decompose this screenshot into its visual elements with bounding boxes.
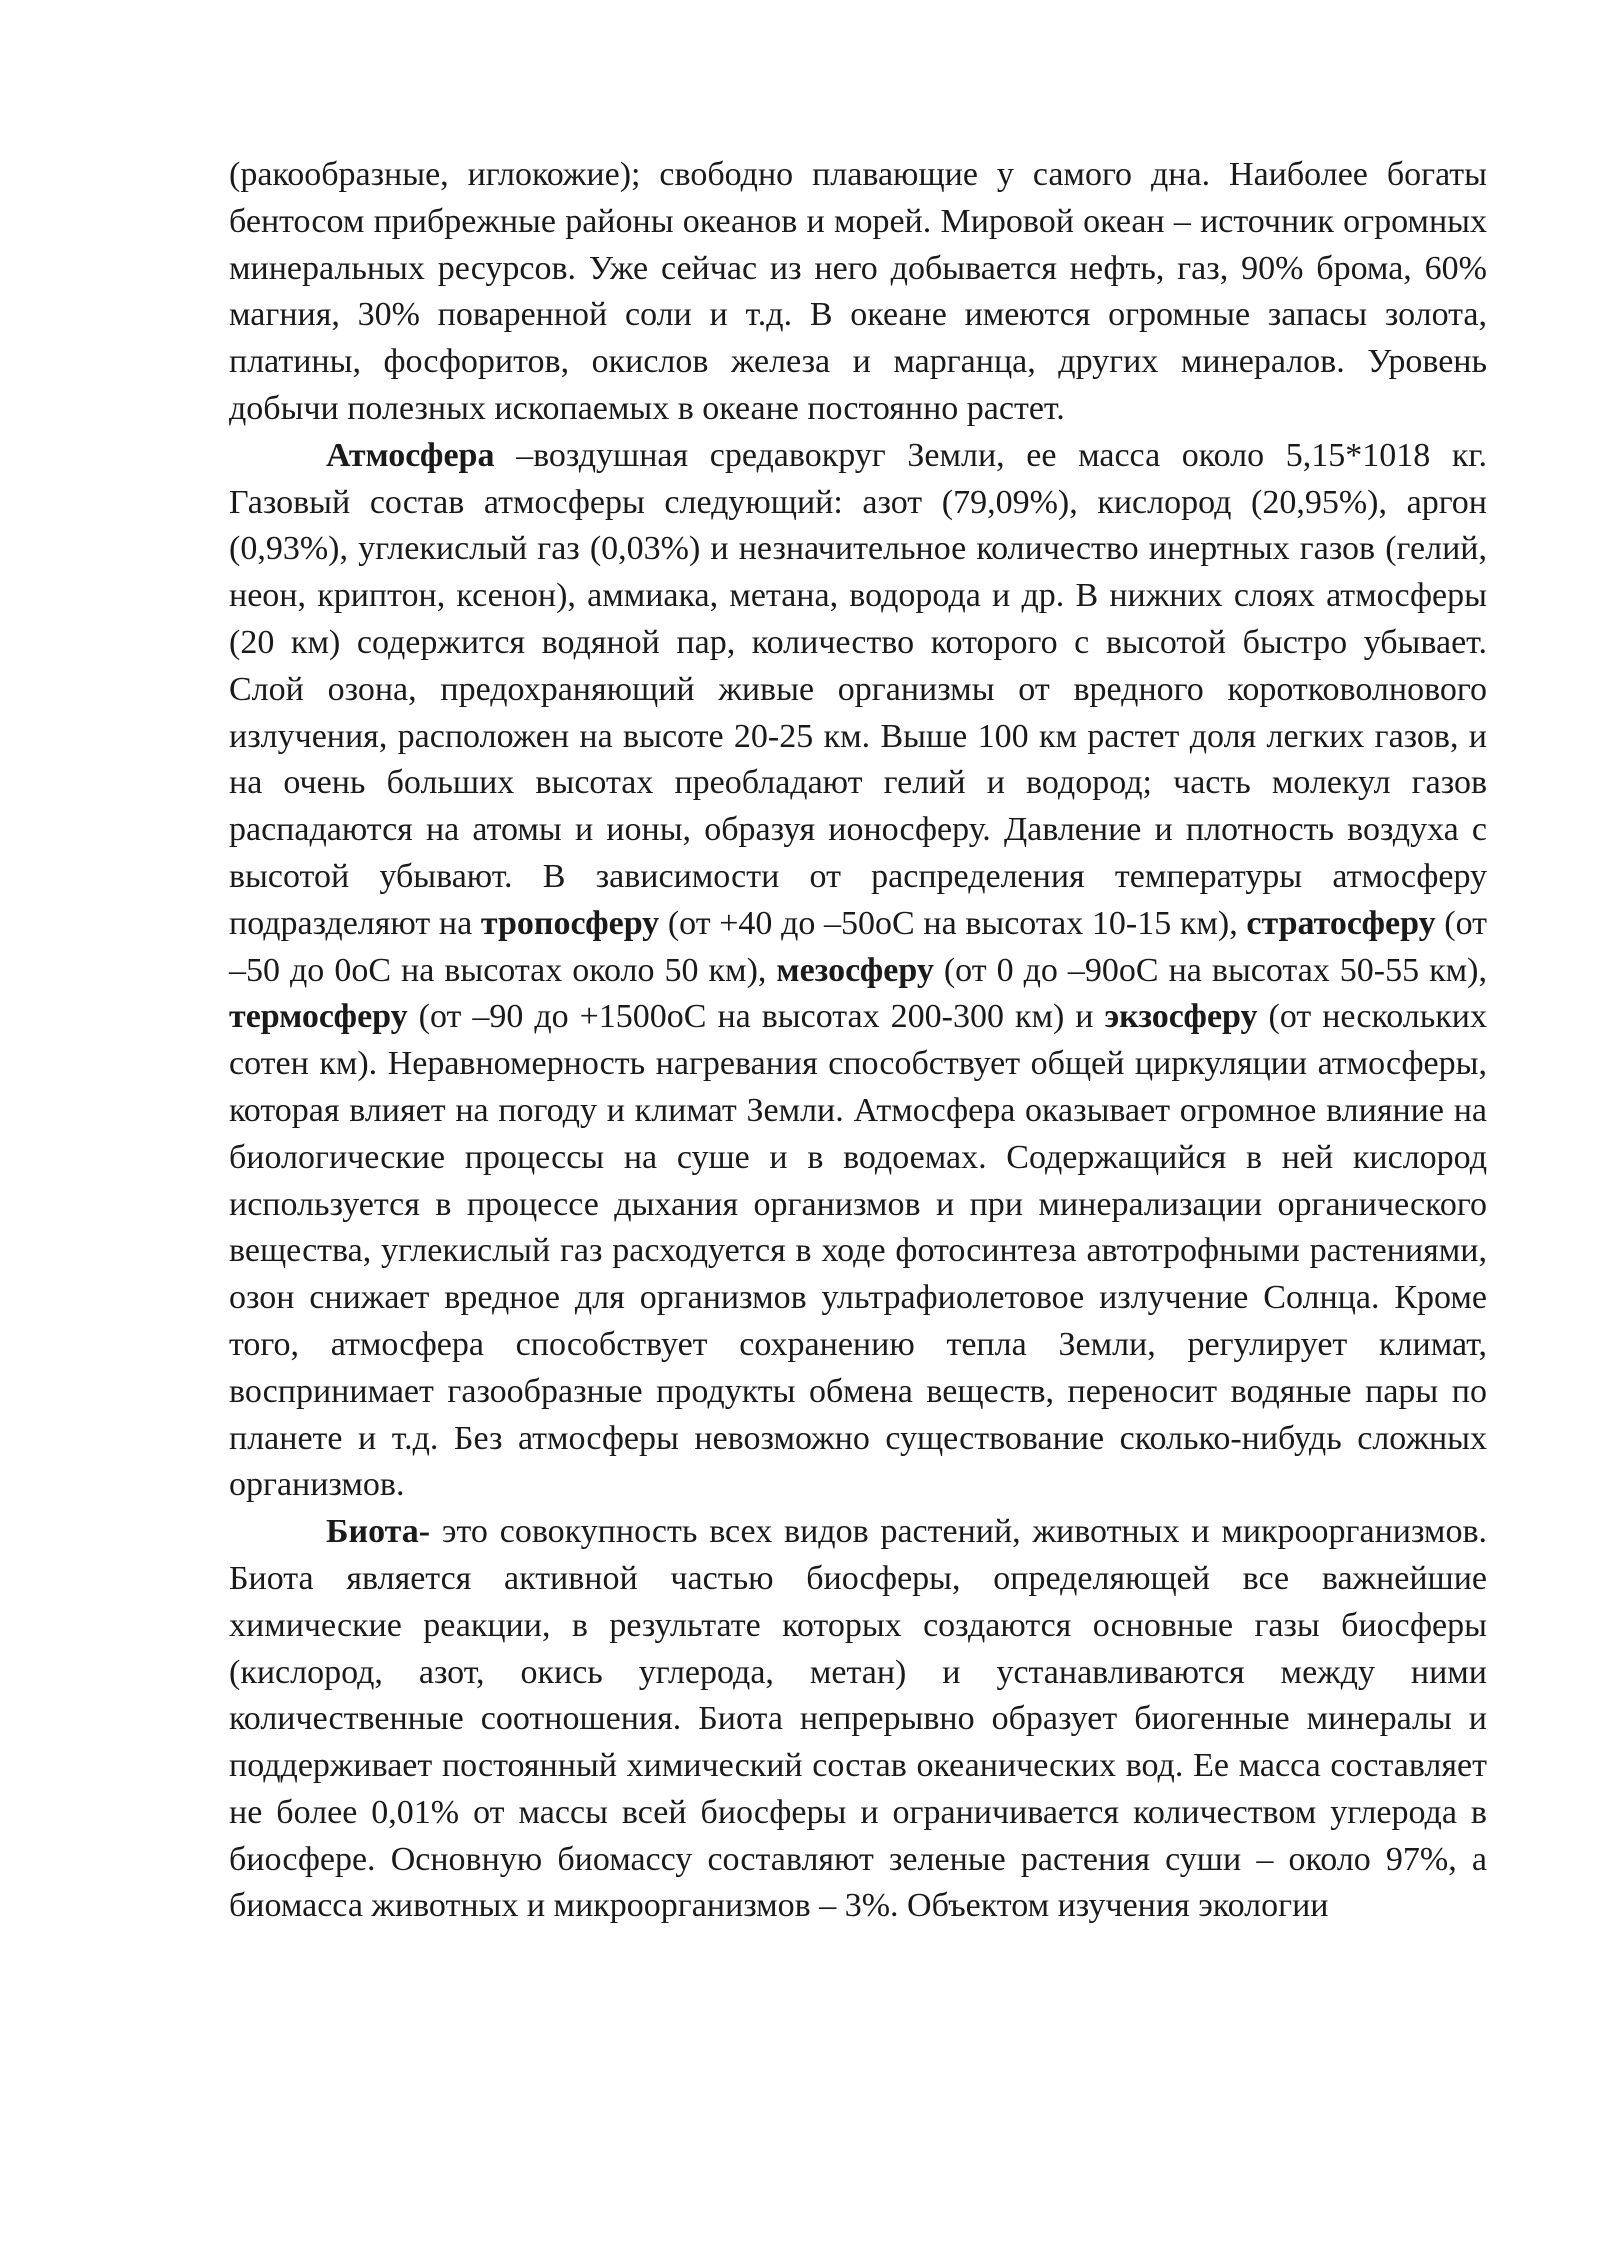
atmosphere-text-2: (от +40 до –50оС на высотах 10-15 км), [659,904,1247,942]
paragraph-biota [229,1509,1487,1930]
atmosphere-text-5: (от –90 до +1500оС на высотах 200-300 км) и [407,998,1105,1036]
paragraph-atmosphere [229,433,1487,1509]
biota-text: это совокупность всех видов растений, животных и микроорганизмов. Биота является активной частью биосферы, определяющей все важнейшие химические реакции, в результате которых создаются основные газы биосферы (кислород, азот, окись углерода, метан) и устанавливаются между ними количественные соотношения. Биота непрерывно образует биогенные минералы и поддерживает постоянный химический состав океанических вод. Ее масса составляет не более 0,01% от массы всей биосферы и ограничивается количеством углерода в биосфере. Основную биомассу составляют зеленые растения суши – около 97%, а биомасса животных и микроорганизмов – 3%. Объектом изучения экологии [229,1513,1487,1925]
term-mesosphere: мезосферу [776,951,934,989]
term-atmosphere: Атмосфера [326,436,495,474]
atmosphere-text-3: (от –50 до 0оС на высотах около 50 км), [229,904,1488,989]
term-stratosphere: стратосферу [1246,904,1436,942]
term-thermosphere: термосферу [229,998,408,1036]
document-page [229,152,1487,1930]
atmosphere-text-6: (от нескольких сотен км). Неравномерность нагревания способствует общей циркуляции атмосферы, которая влияет на погоду и климат Земли. Атмосфера оказывает огромное влияние на биологические процессы на суше и в водоемах. Содержащийся в ней кислород используется в процессе дыхания организмов и при минерализации органического вещества, углекислый газ расходуется в ходе фотосинтеза автотрофными растениями, озон снижает вредное для организмов ультрафиолетовое излучение Солнца. Кроме того, атмосфера способствует сохранению тепла Земли, регулирует климат, воспринимает газообразные продукты обмена веществ, переносит водяные пары по планете и т.д. Без атмосферы невозможно существование сколько-нибудь сложных организмов. [229,998,1487,1504]
atmosphere-text-4: (от 0 до –90оС на высотах 50-55 км), [933,951,1487,989]
term-exosphere: экзосферу [1104,998,1258,1036]
term-troposphere: тропосферу [480,904,660,942]
paragraph-ocean-resources: (ракообразные, иглокожие); свободно плавающие у самого дна. Наиболее богаты бентосом прибрежные районы океанов и морей. Мировой океан – источник огромных минеральных ресурсов. Уже сейчас из него добывается нефть, газ, 90% брома, 60% магния, 30% поваренной соли и т.д. В океане имеются огромные запасы золота, платины, фосфоритов, окислов железа и марганца, других минералов. Уровень добычи полезных ископаемых в океане постоянно растет. [229,156,1487,427]
atmosphere-text-1: –воздушная средавокруг Земли, ее масса около 5,15*1018 кг. Газовый состав атмосферы следующий: азот (79,09%), кислород (20,95%), аргон (0,93%), углекислый газ (0,03%) и незначительное количество инертных газов (гелий, неон, криптон, ксенон), аммиака, метана, водорода и др. В нижних слоях атмосферы (20 км) содержится водяной пар, количество которого с высотой быстро убывает. Слой озона, предохраняющий живые организмы от вредного коротковолнового излучения, расположен на высоте 20-25 км. Выше 100 км растет доля легких газов, и на очень больших высотах преобладают гелий и водород; часть молекул газов распадаются на атомы и ионы, образуя ионосферу. Давление и плотность воздуха с высотой убывают. В зависимости от распределения температуры атмосферу подразделяют на [229,436,1487,942]
term-biota: Биота- [326,1513,431,1551]
